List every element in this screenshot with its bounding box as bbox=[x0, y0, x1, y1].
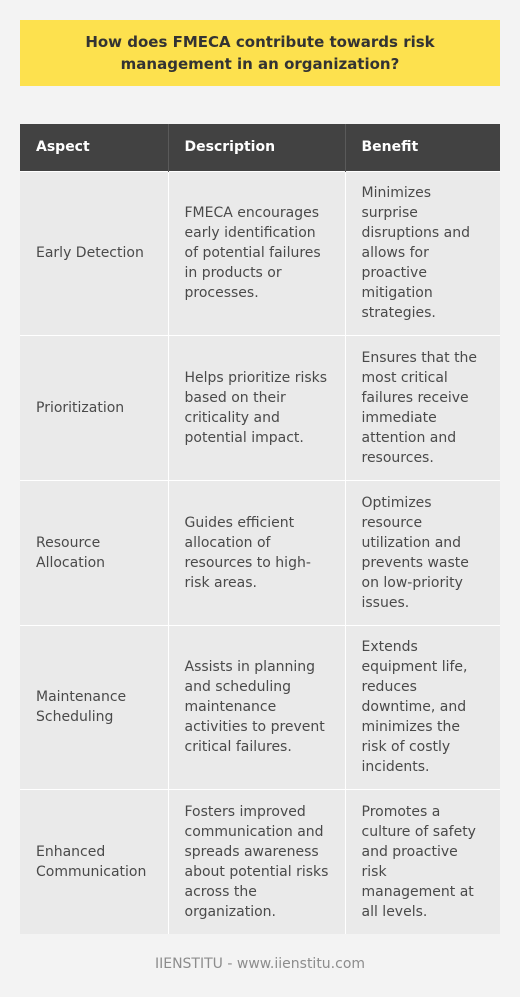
title-banner bbox=[20, 20, 500, 86]
table-row bbox=[20, 171, 500, 335]
table-row bbox=[20, 789, 500, 934]
aspect-cell: Prioritization bbox=[20, 335, 168, 480]
aspect-cell: Maintenance Scheduling bbox=[20, 625, 168, 789]
table-row bbox=[20, 625, 500, 789]
aspect-cell: Resource Allocation bbox=[20, 480, 168, 625]
table-row bbox=[20, 480, 500, 625]
header-benefit: Benefit bbox=[345, 124, 500, 171]
page-title: How does FMECA contribute towards risk management in an organization? bbox=[85, 33, 435, 73]
benefit-cell: Extends equipment life, reduces downtime, and minimizes the risk of costly incidents. bbox=[345, 625, 500, 789]
fmeca-table bbox=[20, 124, 500, 934]
description-cell: Fosters improved communication and spreads awareness about potential risks across the organization. bbox=[168, 789, 345, 934]
benefit-cell: Ensures that the most critical failures receive immediate attention and resources. bbox=[345, 335, 500, 480]
header-aspect: Aspect bbox=[20, 124, 168, 171]
aspect-cell: Early Detection bbox=[20, 171, 168, 335]
aspect-cell: Enhanced Communication bbox=[20, 789, 168, 934]
description-cell: Guides efficient allocation of resources to high-risk areas. bbox=[168, 480, 345, 625]
description-cell: Helps prioritize risks based on their criticality and potential impact. bbox=[168, 335, 345, 480]
footer-credit: IIENSTITU - www.iienstitu.com bbox=[154, 956, 366, 972]
description-cell: FMECA encourages early identification of potential failures in products or processes. bbox=[168, 171, 345, 335]
benefit-cell: Minimizes surprise disruptions and allows for proactive mitigation strategies. bbox=[345, 171, 500, 335]
benefit-cell: Promotes a culture of safety and proactive risk management at all levels. bbox=[345, 789, 500, 934]
description-cell: Assists in planning and scheduling maintenance activities to prevent critical failures. bbox=[168, 625, 345, 789]
header-description: Description bbox=[168, 124, 345, 171]
table-header-row bbox=[20, 124, 500, 171]
table-row bbox=[20, 335, 500, 480]
benefit-cell: Optimizes resource utilization and prevents waste on low-priority issues. bbox=[345, 480, 500, 625]
